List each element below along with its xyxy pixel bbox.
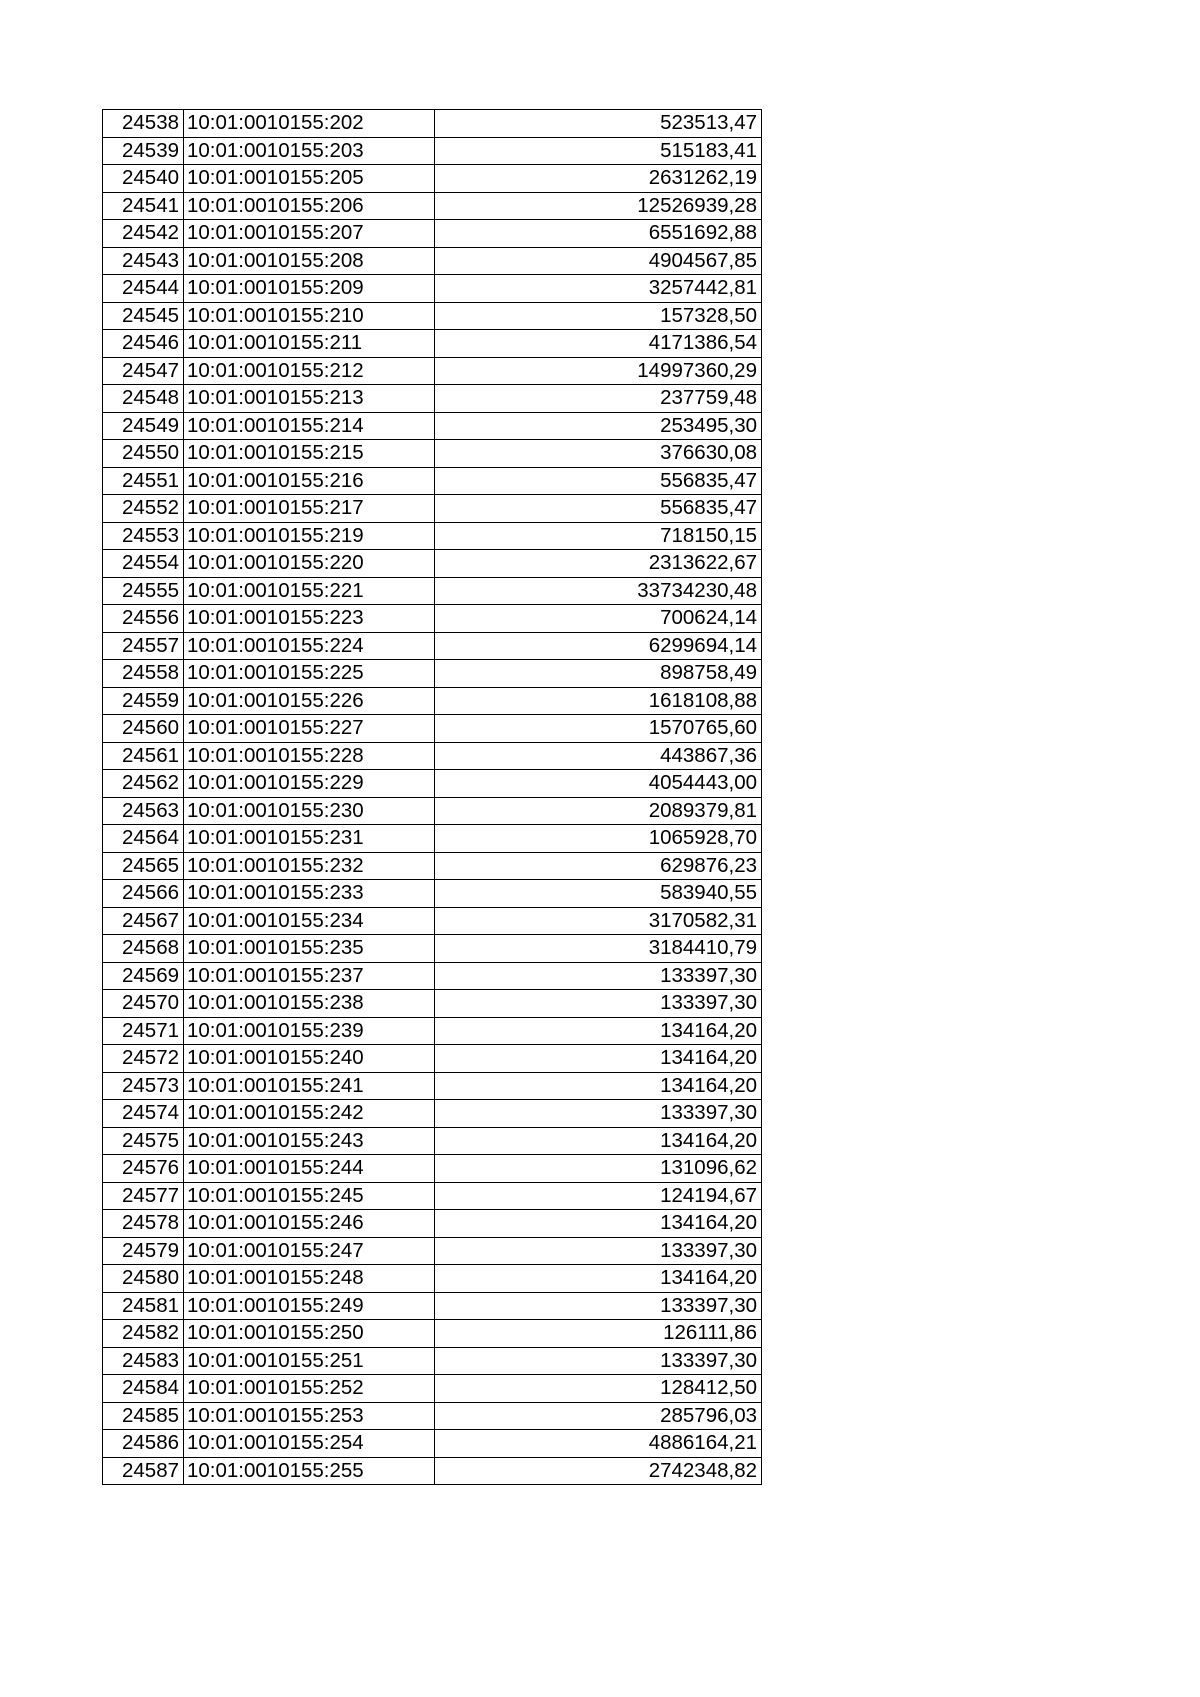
cadastral-number-cell: 10:01:0010155:245 (184, 1182, 435, 1210)
value-cell: 133397,30 (435, 1100, 762, 1128)
value-cell: 583940,55 (435, 880, 762, 908)
row-number-cell: 24585 (103, 1402, 184, 1430)
value-cell: 3184410,79 (435, 935, 762, 963)
row-number-cell: 24570 (103, 990, 184, 1018)
row-number-cell: 24539 (103, 137, 184, 165)
table-row (103, 522, 762, 550)
row-number-cell: 24568 (103, 935, 184, 963)
row-number-cell: 24576 (103, 1155, 184, 1183)
value-cell: 126111,86 (435, 1320, 762, 1348)
table-row (103, 742, 762, 770)
table-row (103, 990, 762, 1018)
value-cell: 376630,08 (435, 440, 762, 468)
row-number-cell: 24584 (103, 1375, 184, 1403)
cadastral-number-cell: 10:01:0010155:224 (184, 632, 435, 660)
table-row (103, 1155, 762, 1183)
row-number-cell: 24565 (103, 852, 184, 880)
table-row (103, 1045, 762, 1073)
value-cell: 134164,20 (435, 1045, 762, 1073)
value-cell: 2313622,67 (435, 550, 762, 578)
row-number-cell: 24547 (103, 357, 184, 385)
row-number-cell: 24583 (103, 1347, 184, 1375)
cadastral-number-cell: 10:01:0010155:246 (184, 1210, 435, 1238)
value-cell: 133397,30 (435, 1292, 762, 1320)
value-cell: 285796,03 (435, 1402, 762, 1430)
row-number-cell: 24581 (103, 1292, 184, 1320)
row-number-cell: 24563 (103, 797, 184, 825)
value-cell: 2742348,82 (435, 1457, 762, 1485)
table-row (103, 220, 762, 248)
table-row (103, 880, 762, 908)
table-row (103, 825, 762, 853)
row-number-cell: 24542 (103, 220, 184, 248)
cadastral-number-cell: 10:01:0010155:219 (184, 522, 435, 550)
table-row (103, 302, 762, 330)
cadastral-number-cell: 10:01:0010155:238 (184, 990, 435, 1018)
row-number-cell: 24561 (103, 742, 184, 770)
row-number-cell: 24558 (103, 660, 184, 688)
row-number-cell: 24548 (103, 385, 184, 413)
value-cell: 4904567,85 (435, 247, 762, 275)
value-cell: 131096,62 (435, 1155, 762, 1183)
value-cell: 134164,20 (435, 1265, 762, 1293)
cadastral-number-cell: 10:01:0010155:239 (184, 1017, 435, 1045)
row-number-cell: 24575 (103, 1127, 184, 1155)
cadastral-number-cell: 10:01:0010155:254 (184, 1430, 435, 1458)
row-number-cell: 24552 (103, 495, 184, 523)
value-cell: 556835,47 (435, 495, 762, 523)
value-cell: 700624,14 (435, 605, 762, 633)
row-number-cell: 24557 (103, 632, 184, 660)
value-cell: 4171386,54 (435, 330, 762, 358)
row-number-cell: 24566 (103, 880, 184, 908)
table-row (103, 550, 762, 578)
row-number-cell: 24538 (103, 110, 184, 138)
cadastral-number-cell: 10:01:0010155:216 (184, 467, 435, 495)
value-cell: 124194,67 (435, 1182, 762, 1210)
cadastral-number-cell: 10:01:0010155:249 (184, 1292, 435, 1320)
table-row (103, 385, 762, 413)
value-cell: 12526939,28 (435, 192, 762, 220)
value-cell: 134164,20 (435, 1210, 762, 1238)
table-row (103, 962, 762, 990)
table-row (103, 1402, 762, 1430)
value-cell: 134164,20 (435, 1072, 762, 1100)
cadastral-number-cell: 10:01:0010155:203 (184, 137, 435, 165)
row-number-cell: 24569 (103, 962, 184, 990)
value-cell: 515183,41 (435, 137, 762, 165)
row-number-cell: 24580 (103, 1265, 184, 1293)
row-number-cell: 24587 (103, 1457, 184, 1485)
cadastral-number-cell: 10:01:0010155:231 (184, 825, 435, 853)
table-row (103, 687, 762, 715)
value-cell: 133397,30 (435, 962, 762, 990)
value-cell: 2631262,19 (435, 165, 762, 193)
row-number-cell: 24574 (103, 1100, 184, 1128)
value-cell: 157328,50 (435, 302, 762, 330)
table-row (103, 1017, 762, 1045)
row-number-cell: 24555 (103, 577, 184, 605)
value-cell: 718150,15 (435, 522, 762, 550)
table-row (103, 137, 762, 165)
row-number-cell: 24573 (103, 1072, 184, 1100)
table-row (103, 495, 762, 523)
table-row (103, 110, 762, 138)
table-row (103, 1347, 762, 1375)
cadastral-number-cell: 10:01:0010155:207 (184, 220, 435, 248)
cadastral-number-cell: 10:01:0010155:213 (184, 385, 435, 413)
cadastral-number-cell: 10:01:0010155:209 (184, 275, 435, 303)
cadastral-number-cell: 10:01:0010155:225 (184, 660, 435, 688)
table-row (103, 357, 762, 385)
table-row (103, 715, 762, 743)
row-number-cell: 24553 (103, 522, 184, 550)
value-cell: 443867,36 (435, 742, 762, 770)
cadastral-number-cell: 10:01:0010155:217 (184, 495, 435, 523)
table-body (103, 110, 762, 1485)
table-row (103, 770, 762, 798)
value-cell: 134164,20 (435, 1127, 762, 1155)
value-cell: 1065928,70 (435, 825, 762, 853)
table-row (103, 165, 762, 193)
table-row (103, 852, 762, 880)
table-row (103, 1457, 762, 1485)
row-number-cell: 24543 (103, 247, 184, 275)
cadastral-number-cell: 10:01:0010155:228 (184, 742, 435, 770)
cadastral-number-cell: 10:01:0010155:226 (184, 687, 435, 715)
row-number-cell: 24567 (103, 907, 184, 935)
value-cell: 237759,48 (435, 385, 762, 413)
cadastral-number-cell: 10:01:0010155:220 (184, 550, 435, 578)
cadastral-number-cell: 10:01:0010155:229 (184, 770, 435, 798)
cadastral-number-cell: 10:01:0010155:205 (184, 165, 435, 193)
data-table (102, 109, 762, 1485)
row-number-cell: 24560 (103, 715, 184, 743)
table-row (103, 1430, 762, 1458)
table-row (103, 1127, 762, 1155)
table-row (103, 632, 762, 660)
table-row (103, 275, 762, 303)
value-cell: 134164,20 (435, 1017, 762, 1045)
table-row (103, 1292, 762, 1320)
row-number-cell: 24577 (103, 1182, 184, 1210)
value-cell: 629876,23 (435, 852, 762, 880)
value-cell: 4886164,21 (435, 1430, 762, 1458)
value-cell: 6551692,88 (435, 220, 762, 248)
row-number-cell: 24572 (103, 1045, 184, 1073)
cadastral-number-cell: 10:01:0010155:247 (184, 1237, 435, 1265)
table-row (103, 1072, 762, 1100)
row-number-cell: 24586 (103, 1430, 184, 1458)
value-cell: 1570765,60 (435, 715, 762, 743)
value-cell: 6299694,14 (435, 632, 762, 660)
row-number-cell: 24559 (103, 687, 184, 715)
table-row (103, 1237, 762, 1265)
row-number-cell: 24579 (103, 1237, 184, 1265)
cadastral-number-cell: 10:01:0010155:253 (184, 1402, 435, 1430)
row-number-cell: 24540 (103, 165, 184, 193)
table-row (103, 935, 762, 963)
table-row (103, 797, 762, 825)
table-row (103, 192, 762, 220)
cadastral-number-cell: 10:01:0010155:230 (184, 797, 435, 825)
table-row (103, 1320, 762, 1348)
row-number-cell: 24564 (103, 825, 184, 853)
row-number-cell: 24541 (103, 192, 184, 220)
value-cell: 3170582,31 (435, 907, 762, 935)
row-number-cell: 24554 (103, 550, 184, 578)
cadastral-number-cell: 10:01:0010155:212 (184, 357, 435, 385)
row-number-cell: 24546 (103, 330, 184, 358)
row-number-cell: 24544 (103, 275, 184, 303)
cadastral-number-cell: 10:01:0010155:206 (184, 192, 435, 220)
value-cell: 2089379,81 (435, 797, 762, 825)
value-cell: 523513,47 (435, 110, 762, 138)
row-number-cell: 24578 (103, 1210, 184, 1238)
row-number-cell: 24549 (103, 412, 184, 440)
cadastral-number-cell: 10:01:0010155:252 (184, 1375, 435, 1403)
cadastral-number-cell: 10:01:0010155:242 (184, 1100, 435, 1128)
value-cell: 14997360,29 (435, 357, 762, 385)
table-row (103, 660, 762, 688)
cadastral-number-cell: 10:01:0010155:223 (184, 605, 435, 633)
value-cell: 133397,30 (435, 1347, 762, 1375)
table-row (103, 1375, 762, 1403)
table-row (103, 330, 762, 358)
row-number-cell: 24571 (103, 1017, 184, 1045)
cadastral-number-cell: 10:01:0010155:250 (184, 1320, 435, 1348)
cadastral-number-cell: 10:01:0010155:241 (184, 1072, 435, 1100)
cadastral-number-cell: 10:01:0010155:255 (184, 1457, 435, 1485)
cadastral-number-cell: 10:01:0010155:248 (184, 1265, 435, 1293)
cadastral-number-cell: 10:01:0010155:251 (184, 1347, 435, 1375)
cadastral-number-cell: 10:01:0010155:240 (184, 1045, 435, 1073)
value-cell: 1618108,88 (435, 687, 762, 715)
value-cell: 898758,49 (435, 660, 762, 688)
value-cell: 556835,47 (435, 467, 762, 495)
table-row (103, 247, 762, 275)
cadastral-number-cell: 10:01:0010155:210 (184, 302, 435, 330)
cadastral-number-cell: 10:01:0010155:221 (184, 577, 435, 605)
cadastral-number-cell: 10:01:0010155:232 (184, 852, 435, 880)
value-cell: 133397,30 (435, 1237, 762, 1265)
cadastral-number-cell: 10:01:0010155:214 (184, 412, 435, 440)
cadastral-number-cell: 10:01:0010155:244 (184, 1155, 435, 1183)
cadastral-number-cell: 10:01:0010155:235 (184, 935, 435, 963)
value-cell: 33734230,48 (435, 577, 762, 605)
row-number-cell: 24550 (103, 440, 184, 468)
cadastral-number-cell: 10:01:0010155:215 (184, 440, 435, 468)
value-cell: 4054443,00 (435, 770, 762, 798)
cadastral-number-cell: 10:01:0010155:234 (184, 907, 435, 935)
row-number-cell: 24545 (103, 302, 184, 330)
cadastral-number-cell: 10:01:0010155:233 (184, 880, 435, 908)
cadastral-number-cell: 10:01:0010155:227 (184, 715, 435, 743)
table-row (103, 577, 762, 605)
value-cell: 3257442,81 (435, 275, 762, 303)
table-row (103, 467, 762, 495)
row-number-cell: 24556 (103, 605, 184, 633)
table-row (103, 1210, 762, 1238)
table-row (103, 907, 762, 935)
cadastral-number-cell: 10:01:0010155:202 (184, 110, 435, 138)
cadastral-number-cell: 10:01:0010155:237 (184, 962, 435, 990)
table-row (103, 1182, 762, 1210)
table-row (103, 440, 762, 468)
row-number-cell: 24562 (103, 770, 184, 798)
table-row (103, 605, 762, 633)
table-row (103, 1100, 762, 1128)
cadastral-number-cell: 10:01:0010155:208 (184, 247, 435, 275)
value-cell: 128412,50 (435, 1375, 762, 1403)
cadastral-number-cell: 10:01:0010155:243 (184, 1127, 435, 1155)
value-cell: 253495,30 (435, 412, 762, 440)
row-number-cell: 24582 (103, 1320, 184, 1348)
table-row (103, 412, 762, 440)
cadastral-number-cell: 10:01:0010155:211 (184, 330, 435, 358)
table-row (103, 1265, 762, 1293)
row-number-cell: 24551 (103, 467, 184, 495)
value-cell: 133397,30 (435, 990, 762, 1018)
